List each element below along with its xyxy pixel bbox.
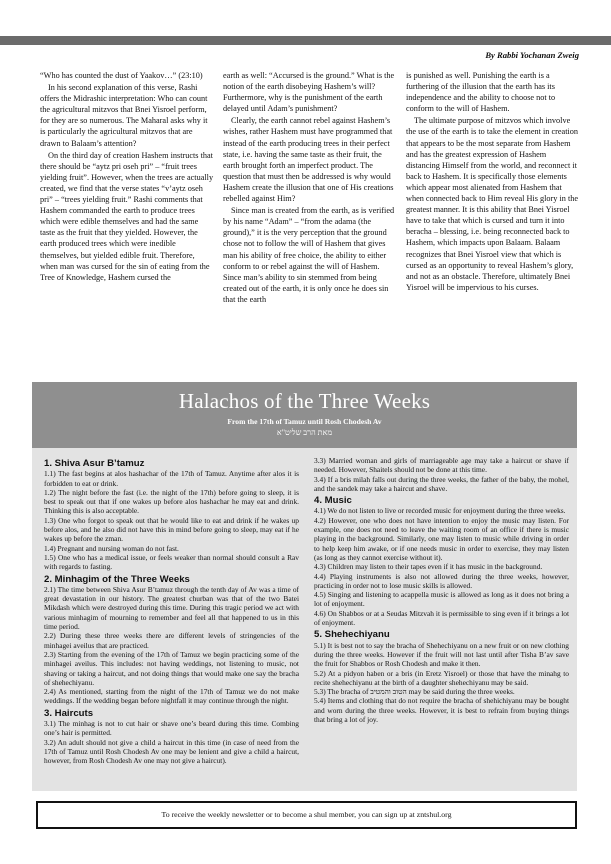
article-column-2	[223, 70, 397, 306]
halachos-column-left	[44, 456, 299, 766]
halacha-item: 5.4) Items and clothing that do not require the bracha of shehichiyanu may be bought and worn during the three weeks. However, it is best to refrain from buying things that bring a lot of joy.	[314, 696, 569, 725]
halacha-item: 3.1) The minhag is not to cut hair or shave one’s beard during this time. Combing one’s hair is permitted.	[44, 719, 299, 738]
halacha-item: 2.3) Starting from the evening of the 17th of Tamuz we begin practicing some of the minhagei aveilus. This includes: not having weddings, not listening to music, not shaving or taking a haircut, and not doing things that would make one say the bracha of shehechiyanu.	[44, 649, 299, 687]
article-paragraph: Clearly, the earth cannot rebel against Hashem’s wishes, rather Hashem must have programmed that instead of the earth producing trees in their perfect state, i.e. having the same taste as their fruit, the earth brought forth an imperfect product. The question that must then be addressed is why would Hashem create the illusion that one of His creations rebelled against Him?	[223, 116, 394, 204]
halachos-subtitle: From the 17th of Tamuz until Rosh Chodesh Av	[227, 417, 382, 426]
top-rule	[0, 36, 611, 45]
halachos-title: Halachos of the Three Weeks	[178, 389, 431, 413]
footer-signup-note: To receive the weekly newsletter or to become a shul member, you can sign up at zntshul.org	[36, 801, 577, 829]
article-column-1	[40, 70, 214, 306]
section-heading: 2. Minhagim of the Three Weeks	[44, 573, 190, 585]
halacha-item: 2.1) The time between Shiva Asur B’tamuz through the tenth day of Av was a time of great devastation in our history. The greatest churban was that of the two Batei Mikdash which were destroyed during this time. During this tragic period we act with various minhagim of mourning to remember and feel all that happened to us in this time period.	[44, 584, 299, 632]
halacha-item: 4.3) Children may listen to their tapes even if it has music in the background.	[314, 562, 543, 572]
halacha-item: 1.3) One who forgot to speak out that he would like to eat and drink if he wakes up before alos, and he also did not have this in mind before going to sleep, may eat if he wakes up before the zman.	[44, 515, 299, 544]
halacha-item: 3.4) If a bris milah falls out during the three weeks, the father of the baby, the mohel, and the sandek may take a haircut and shave.	[314, 474, 569, 493]
halacha-item: 5.2) At a pidyon haben or a bris (in Eretz Yisroel) or those that have the minahg to recite shehechiyanu at the birth of a daughter shehechiyanu may be said.	[314, 668, 569, 687]
halacha-item: 4.5) Singing and listening to acappella music is allowed as long as it does not bring a lot of enjoyment.	[314, 590, 569, 609]
halacha-item: 4.6) On Shabbos or at a Seudas Mitzvah it is permissible to sing even if it brings a lot of enjoyment.	[314, 608, 569, 628]
section-heading: 5. Shehechiyanu	[314, 629, 390, 641]
article-column-3	[406, 70, 580, 306]
halacha-item: 1.1) The fast begins at alos hashachar of the 17th of Tamuz. Anytime after alos it is forbidden to eat or drink.	[44, 469, 299, 488]
article-body	[40, 70, 580, 306]
article-paragraph: The ultimate purpose of mitzvos which involve the use of the earth is to take the element in creation that appears to be the most separate from Hashem and has the greatest expression of Hashem distancing Himself from the world, and reconnect it back to Hashem. It is specifically those elements which appear most alienated from Hashem that when connected back to Him reveal His glory in the greatest manner. It is this ability that Bnei Yisroel have to take that which is cursed and turn it into beracha – blessing, i.e. being reconnected back to Hashem, which impacts upon Balaam. Balaam recognizes that Bnei Yisroel view that which is cursed as an opportunity to reveal Hashem’s glory, and not as an obstacle. Therefore, ultimately Bnei Yisroel will be impervious to his curses.	[406, 116, 579, 292]
halacha-item: 1.2) The night before the fast (i.e. the night of the 17th) before going to sleep, it is best to speak out that if one wakes up before alos hashachar he may eat and drink. Thinking this is also acceptable.	[44, 487, 299, 516]
section-heading: 3. Haircuts	[44, 707, 94, 719]
halachos-hebrew-credit: מאת הרב שליט"א	[276, 428, 333, 437]
article-paragraph: In his second explanation of this verse, Rashi offers the Midrashic interpretation: Who can count the agricultural mitzvos that Bnei Yisroel perform, for they are so numerous. The Maharal asks why it is particularly the agricultural mitzvos that are drawn to Balaam’s attention?	[40, 83, 208, 148]
halacha-item: 5.3) The bracha of הטוב והמטיב may be said during the three weeks.	[314, 687, 515, 697]
halacha-item: 2.2) During these three weeks there are different levels of stringencies of the minhagei aveilus that are practiced.	[44, 631, 299, 650]
halacha-item: 1.5) One who has a medical issue, or feels weaker than normal should consult a Rav with regards to fasting.	[44, 552, 299, 572]
article-paragraph: earth as well: “Accursed is the ground.” What is the notion of the earth disobeying Hashem’s will? Furthermore, why is the punishment of the earth delayed until Adam’s punishment?	[223, 71, 395, 114]
section-heading: 4. Music	[314, 495, 352, 507]
article-paragraph: “Who has counted the dust of Yaakov…” (23:10)	[40, 71, 203, 80]
halacha-item: 4.4) Playing instruments is also not allowed during the three weeks, however, practicing in order not to lose music skills is allowed.	[314, 571, 569, 590]
halacha-item: 3.2) An adult should not give a child a haircut in this time (in case of need from the 17th of Tamuz until Rosh Chodesh Av one may be lenient and give a child a haircut, however, from Rosh Chodesh Av one may not give a haircut).	[44, 737, 299, 766]
article-paragraph: is punished as well. Punishing the earth is a furthering of the illusion that the earth has its independence and the ability to choose not to conform to the will of Hashem.	[406, 71, 556, 114]
halacha-item: 3.3) Married woman and girls of marriageable age may take a haircut or shave if needed. However, Shaitels should not be done at this time.	[314, 456, 569, 475]
halachos-column-right	[314, 456, 569, 766]
section-heading: 1. Shiva Asur B’tamuz	[44, 458, 145, 469]
article-paragraph: On the third day of creation Hashem instructs that there should be “aytz pri oseh pri” – “fruit trees yielding fruit”. However, when the trees are actually created, we find that the verse states “v’aytz oseh pri” – “trees yielding fruit.” Rashi comments that Hashem commanded the earth to produce trees which were edible themselves and had the same taste as the fruit that they yielded. However, the earth produced trees which were inedible themselves, but yielded edible fruit. Therefore, when man was cursed for the sin of eating from the Tree of Knowledge, Hashem cursed the	[40, 150, 214, 282]
byline: By Rabbi Yochanan Zweig	[485, 50, 579, 60]
halacha-item: 4.1) We do not listen to live or recorded music for enjoyment during the three weeks.	[314, 506, 566, 516]
halachos-header	[32, 382, 577, 448]
halacha-item: 5.1) It is best not to say the bracha of Shehechiyanu on a new fruit or on new clothing during the three weeks. However if the fruit will not last until after Tisha B’av save the fruit for Shabbos or Rosh Chodesh and make it then.	[314, 640, 569, 669]
halacha-item: 2.4) As mentioned, starting from the night of the 17th of Tamuz we do not make weddings. If the wedding began before nightfall it may continue through the night.	[44, 687, 299, 706]
halacha-item: 4.2) However, one who does not have intention to enjoy the music may listen. For example, one does not need to leave the waiting room of an office if there is music playing in the background. Similarly, one may listen to music while driving in order to help keep him awake, or if one needs music in order to exercise, they may listen (as long as they cannot exercise without it).	[314, 515, 569, 562]
article-paragraph: Since man is created from the earth, as is verified by his name “Adam” – “from the adama (the ground),” it is the very perception that the ground chose not to follow the will of Hashem that gives man his ability of free choice, the ability to either conform to or rebel against the will of Hashem. Since man’s ability to sin stemmed from being created out of the earth, it is only once he does sin that the earth	[223, 206, 395, 304]
halacha-item: 1.4) Pregnant and nursing woman do not fast.	[44, 543, 179, 553]
halachos-body	[44, 456, 569, 766]
